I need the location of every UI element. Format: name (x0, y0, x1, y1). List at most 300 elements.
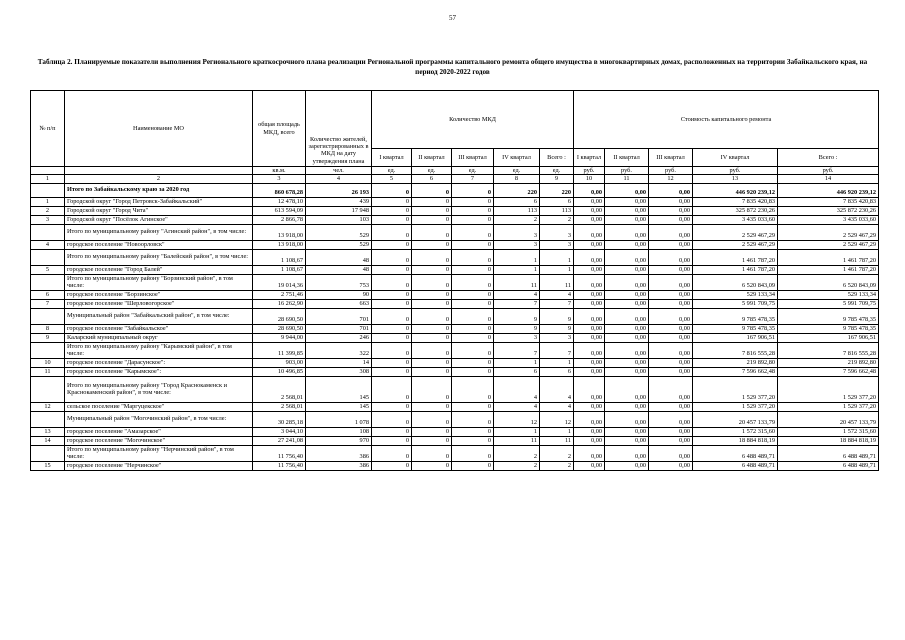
municipality-name: Итого по муниципальному району "Карымский район", в том числе: (65, 342, 253, 358)
mkd-total: 3 (540, 333, 574, 342)
cost-total: 2 529 467,29 (778, 240, 879, 249)
table-row (31, 274, 879, 290)
header-unit: чел. (306, 167, 372, 175)
cost-q4: 2 529 467,29 (693, 240, 778, 249)
mkd-total: 9 (540, 324, 574, 333)
cost-q4: 7 835 420,83 (693, 197, 778, 206)
cost-q1: 0,00 (574, 461, 605, 470)
cost-q1: 0,00 (574, 342, 605, 358)
area-value: 1 108,67 (253, 265, 306, 274)
mkd-q4: 2 (494, 461, 540, 470)
row-number (31, 342, 65, 358)
table-row (31, 342, 879, 358)
row-number (31, 224, 65, 240)
cost-q2: 0,00 (605, 274, 649, 290)
cost-q3: 0,00 (649, 445, 693, 461)
cost-total: 325 872 230,26 (778, 206, 879, 215)
cost-q3: 0,00 (649, 367, 693, 376)
cost-q2: 0,00 (605, 249, 649, 265)
cost-total: 1 461 787,20 (778, 265, 879, 274)
mkd-q3: 0 (452, 367, 494, 376)
header-colnum: 12 (649, 175, 693, 183)
cost-q3: 0,00 (649, 427, 693, 436)
mkd-q2: 0 (412, 358, 452, 367)
cost-q3: 0,00 (649, 376, 693, 402)
cost-q1: 0,00 (574, 206, 605, 215)
mkd-q4: 1 (494, 265, 540, 274)
cost-total: 6 520 843,09 (778, 274, 879, 290)
mkd-q4: 4 (494, 402, 540, 411)
cost-q3: 0,00 (649, 249, 693, 265)
mkd-q1: 0 (372, 427, 412, 436)
municipality-name: Городской округ "Посёлок Агинское" (65, 215, 253, 224)
cost-q4: 1 529 377,20 (693, 402, 778, 411)
cost-q2: 0,00 (605, 333, 649, 342)
residents-value: 439 (306, 197, 372, 206)
cost-q1: 0,00 (574, 402, 605, 411)
mkd-q1: 0 (372, 333, 412, 342)
cost-q2: 0,00 (605, 290, 649, 299)
cost-q4: 446 920 239,12 (693, 183, 778, 197)
municipality-name: Городской округ "Город Чита" (65, 206, 253, 215)
mkd-q1: 0 (372, 249, 412, 265)
header-quarter: I квартал (574, 149, 605, 167)
mkd-q3: 0 (452, 274, 494, 290)
area-value: 2 568,01 (253, 402, 306, 411)
table-row (31, 249, 879, 265)
mkd-total: 12 (540, 411, 574, 427)
cost-q1: 0,00 (574, 411, 605, 427)
municipality-name: городское поселение "Дарасунское": (65, 358, 253, 367)
header-area: общая площадь МКД, всего (253, 91, 306, 167)
cost-q4: 6 520 843,09 (693, 274, 778, 290)
table-row (31, 445, 879, 461)
header-quarter: II квартал (605, 149, 649, 167)
cost-q2: 0,00 (605, 436, 649, 445)
municipality-name: городское поселение "Борзинское" (65, 290, 253, 299)
mkd-q4: 113 (494, 206, 540, 215)
cost-q1: 0,00 (574, 445, 605, 461)
area-value: 2 751,46 (253, 290, 306, 299)
cost-q4: 9 785 478,35 (693, 324, 778, 333)
mkd-total: 1 (540, 265, 574, 274)
table-row (31, 411, 879, 427)
mkd-q1: 0 (372, 358, 412, 367)
residents-value: 701 (306, 308, 372, 324)
mkd-q4: 1 (494, 427, 540, 436)
cost-q1: 0,00 (574, 367, 605, 376)
header-unit: руб. (574, 167, 605, 175)
mkd-q1: 0 (372, 215, 412, 224)
mkd-total: 2 (540, 445, 574, 461)
mkd-q3: 0 (452, 240, 494, 249)
cost-total: 3 435 033,60 (778, 215, 879, 224)
header-colnum: 3 (253, 175, 306, 183)
cost-q1: 0,00 (574, 436, 605, 445)
table-row (31, 215, 879, 224)
header-unit: руб. (605, 167, 649, 175)
residents-value: 386 (306, 445, 372, 461)
cost-q3: 0,00 (649, 274, 693, 290)
header-unit: руб. (693, 167, 778, 175)
residents-value: 145 (306, 402, 372, 411)
mkd-q2: 0 (412, 206, 452, 215)
row-number: 7 (31, 299, 65, 308)
mkd-total: 7 (540, 299, 574, 308)
row-number: 5 (31, 265, 65, 274)
cost-q3: 0,00 (649, 358, 693, 367)
mkd-q2: 0 (412, 367, 452, 376)
cost-q1: 0,00 (574, 333, 605, 342)
area-value: 613 594,09 (253, 206, 306, 215)
area-value: 11 756,40 (253, 461, 306, 470)
mkd-q2: 0 (412, 436, 452, 445)
municipality-name: Муниципальный район "Забайкальский район", в том числе: (65, 308, 253, 324)
mkd-q4: 6 (494, 197, 540, 206)
cost-q2: 0,00 (605, 461, 649, 470)
municipality-name: городское поселение "Забайкальское" (65, 324, 253, 333)
cost-q4: 219 892,80 (693, 358, 778, 367)
residents-value: 14 (306, 358, 372, 367)
header-num: № п/п (31, 91, 65, 167)
mkd-q1: 0 (372, 411, 412, 427)
cost-total: 529 133,34 (778, 290, 879, 299)
table-row (31, 265, 879, 274)
cost-q4: 20 457 133,79 (693, 411, 778, 427)
table-header (31, 91, 879, 184)
municipality-name: городское поселение "Шерловогорское" (65, 299, 253, 308)
header-colnum: 2 (65, 175, 253, 183)
mkd-q4: 6 (494, 367, 540, 376)
mkd-q4: 1 (494, 249, 540, 265)
cost-q2: 0,00 (605, 427, 649, 436)
mkd-q3: 0 (452, 376, 494, 402)
header-colnum: 8 (494, 175, 540, 183)
municipality-name: городское поселение "Город Балей" (65, 265, 253, 274)
row-number (31, 183, 65, 197)
cost-q2: 0,00 (605, 367, 649, 376)
table-row (31, 367, 879, 376)
mkd-total: 3 (540, 240, 574, 249)
residents-value: 48 (306, 249, 372, 265)
mkd-total: 6 (540, 197, 574, 206)
mkd-q1: 0 (372, 436, 412, 445)
cost-q4: 1 461 787,20 (693, 249, 778, 265)
area-value: 27 241,08 (253, 436, 306, 445)
cost-total: 219 892,80 (778, 358, 879, 367)
mkd-q1: 0 (372, 342, 412, 358)
mkd-q1: 0 (372, 445, 412, 461)
cost-q4: 1 529 377,20 (693, 376, 778, 402)
header-units-row (31, 167, 879, 175)
header-total: Всего : (778, 149, 879, 167)
mkd-q4: 3 (494, 240, 540, 249)
row-number: 9 (31, 333, 65, 342)
cost-q2: 0,00 (605, 224, 649, 240)
cost-total: 5 991 709,75 (778, 299, 879, 308)
municipality-name: Итого по Забайкальскому краю за 2020 год (65, 183, 253, 197)
mkd-q2: 0 (412, 215, 452, 224)
header-unit: ед. (540, 167, 574, 175)
municipality-name: городское поселение "Карымское": (65, 367, 253, 376)
table-row (31, 197, 879, 206)
mkd-q4: 7 (494, 342, 540, 358)
cost-q2: 0,00 (605, 215, 649, 224)
table-row (31, 376, 879, 402)
cost-q2: 0,00 (605, 240, 649, 249)
mkd-q1: 0 (372, 367, 412, 376)
cost-q2: 0,00 (605, 265, 649, 274)
table-row (31, 427, 879, 436)
table-row (31, 333, 879, 342)
cost-total: 7 596 662,48 (778, 367, 879, 376)
mkd-q1: 0 (372, 206, 412, 215)
area-value: 860 678,28 (253, 183, 306, 197)
row-number (31, 445, 65, 461)
header-colnum: 11 (605, 175, 649, 183)
mkd-total: 4 (540, 402, 574, 411)
residents-value: 90 (306, 290, 372, 299)
mkd-q4: 9 (494, 308, 540, 324)
mkd-q3: 0 (452, 324, 494, 333)
area-value: 28 690,50 (253, 308, 306, 324)
cost-q2: 0,00 (605, 402, 649, 411)
residents-value: 103 (306, 215, 372, 224)
cost-q3: 0,00 (649, 183, 693, 197)
header-name: Наименование МО (65, 91, 253, 167)
row-number: 14 (31, 436, 65, 445)
header-unit: ед. (452, 167, 494, 175)
mkd-q2: 0 (412, 324, 452, 333)
municipality-name: Итого по муниципальному району "Город Краснокаменск и Краснокаменский район", в том числе: (65, 376, 253, 402)
row-number: 12 (31, 402, 65, 411)
mkd-q2: 0 (412, 224, 452, 240)
header-unit: руб. (649, 167, 693, 175)
mkd-q4: 3 (494, 333, 540, 342)
cost-q3: 0,00 (649, 206, 693, 215)
residents-value: 48 (306, 265, 372, 274)
residents-value: 970 (306, 436, 372, 445)
mkd-q4: 11 (494, 274, 540, 290)
area-value: 3 044,10 (253, 427, 306, 436)
header-colnum: 1 (31, 175, 65, 183)
mkd-q2: 0 (412, 445, 452, 461)
cost-q2: 0,00 (605, 358, 649, 367)
mkd-q2: 0 (412, 333, 452, 342)
mkd-q3: 0 (452, 299, 494, 308)
cost-total: 167 906,51 (778, 333, 879, 342)
area-value: 30 285,18 (253, 411, 306, 427)
cost-q1: 0,00 (574, 299, 605, 308)
header-quarter: I квартал (372, 149, 412, 167)
area-value: 2 568,01 (253, 376, 306, 402)
area-value: 11 399,85 (253, 342, 306, 358)
cost-q4: 7 596 662,48 (693, 367, 778, 376)
header-cost: Стоимость капитального ремонта (574, 91, 879, 149)
cost-q2: 0,00 (605, 342, 649, 358)
cost-total: 1 529 377,20 (778, 402, 879, 411)
mkd-total: 220 (540, 183, 574, 197)
cost-total: 7 816 555,28 (778, 342, 879, 358)
municipality-name: сельское поселение "Маргуцекское" (65, 402, 253, 411)
residents-value: 26 193 (306, 183, 372, 197)
cost-q2: 0,00 (605, 376, 649, 402)
row-number (31, 411, 65, 427)
cost-q3: 0,00 (649, 333, 693, 342)
cost-q1: 0,00 (574, 324, 605, 333)
cost-q2: 0,00 (605, 197, 649, 206)
row-number (31, 308, 65, 324)
header-quarter: III квартал (452, 149, 494, 167)
municipality-name: Городской округ "Город Петровск-Забайкальский" (65, 197, 253, 206)
mkd-q3: 0 (452, 206, 494, 215)
cost-q4: 6 488 489,71 (693, 445, 778, 461)
mkd-q1: 0 (372, 224, 412, 240)
mkd-total: 11 (540, 436, 574, 445)
cost-total: 1 529 377,20 (778, 376, 879, 402)
cost-q1: 0,00 (574, 427, 605, 436)
table-row (31, 224, 879, 240)
header-quarter: IV квартал (494, 149, 540, 167)
cost-q2: 0,00 (605, 308, 649, 324)
area-value: 10 496,85 (253, 367, 306, 376)
mkd-q2: 0 (412, 376, 452, 402)
header-total: Всего : (540, 149, 574, 167)
mkd-q3: 0 (452, 358, 494, 367)
cost-q2: 0,00 (605, 299, 649, 308)
row-number (31, 249, 65, 265)
mkd-q4: 2 (494, 215, 540, 224)
cost-total: 6 488 489,71 (778, 445, 879, 461)
cost-q1: 0,00 (574, 376, 605, 402)
cost-q1: 0,00 (574, 240, 605, 249)
cost-q3: 0,00 (649, 265, 693, 274)
cost-q1: 0,00 (574, 308, 605, 324)
cost-q1: 0,00 (574, 249, 605, 265)
mkd-q2: 0 (412, 240, 452, 249)
mkd-q3: 0 (452, 183, 494, 197)
mkd-q2: 0 (412, 265, 452, 274)
mkd-q4: 11 (494, 436, 540, 445)
cost-q4: 18 884 818,19 (693, 436, 778, 445)
mkd-q2: 0 (412, 299, 452, 308)
cost-q3: 0,00 (649, 215, 693, 224)
municipality-name: Итого по муниципальному району "Нерчинский район", в том числе: (65, 445, 253, 461)
mkd-q3: 0 (452, 308, 494, 324)
row-number: 8 (31, 324, 65, 333)
row-number (31, 274, 65, 290)
cost-q3: 0,00 (649, 197, 693, 206)
cost-q1: 0,00 (574, 197, 605, 206)
cost-total: 18 884 818,19 (778, 436, 879, 445)
mkd-q4: 2 (494, 445, 540, 461)
mkd-q1: 0 (372, 240, 412, 249)
area-value: 16 262,90 (253, 299, 306, 308)
mkd-q3: 0 (452, 265, 494, 274)
header-colnum: 10 (574, 175, 605, 183)
mkd-q3: 0 (452, 290, 494, 299)
row-number: 3 (31, 215, 65, 224)
mkd-q2: 0 (412, 411, 452, 427)
cost-q4: 325 872 230,26 (693, 206, 778, 215)
cost-q4: 529 133,34 (693, 290, 778, 299)
mkd-q1: 0 (372, 183, 412, 197)
municipality-name: Каларский муниципальный округ (65, 333, 253, 342)
area-value: 13 918,00 (253, 240, 306, 249)
cost-total: 9 785 478,35 (778, 308, 879, 324)
cost-q3: 0,00 (649, 342, 693, 358)
row-number: 2 (31, 206, 65, 215)
table-row (31, 290, 879, 299)
cost-q3: 0,00 (649, 299, 693, 308)
page-number: 57 (449, 14, 456, 22)
mkd-q1: 0 (372, 376, 412, 402)
header-unit: ед. (494, 167, 540, 175)
mkd-total: 113 (540, 206, 574, 215)
mkd-q3: 0 (452, 224, 494, 240)
cost-q2: 0,00 (605, 206, 649, 215)
residents-value: 529 (306, 240, 372, 249)
cost-q3: 0,00 (649, 308, 693, 324)
cost-q4: 2 529 467,29 (693, 224, 778, 240)
header-unit: кв.м. (253, 167, 306, 175)
mkd-q4: 3 (494, 224, 540, 240)
mkd-q3: 0 (452, 197, 494, 206)
mkd-q3: 0 (452, 342, 494, 358)
header-residents: Количество жителей, зарегистрированных в МКД на дату утверждения плана (306, 91, 372, 167)
cost-total: 446 920 239,12 (778, 183, 879, 197)
cost-total: 9 785 478,35 (778, 324, 879, 333)
mkd-q2: 0 (412, 249, 452, 265)
mkd-total: 9 (540, 308, 574, 324)
mkd-q2: 0 (412, 342, 452, 358)
mkd-q2: 0 (412, 402, 452, 411)
area-value: 13 918,00 (253, 224, 306, 240)
row-number: 1 (31, 197, 65, 206)
header-colnum: 13 (693, 175, 778, 183)
table-body (31, 183, 879, 470)
mkd-total: 2 (540, 461, 574, 470)
mkd-q3: 0 (452, 461, 494, 470)
municipality-name: Муниципальный район "Могочинский район", в том числе: (65, 411, 253, 427)
cost-q1: 0,00 (574, 215, 605, 224)
municipality-name: городское поселение "Амазарское" (65, 427, 253, 436)
row-number (31, 376, 65, 402)
mkd-q1: 0 (372, 274, 412, 290)
cost-q3: 0,00 (649, 411, 693, 427)
municipality-name: Итого по муниципальному району "Балейский район", в том числе: (65, 249, 253, 265)
mkd-total: 1 (540, 427, 574, 436)
mkd-q1: 0 (372, 324, 412, 333)
table-row (31, 436, 879, 445)
table-row (31, 240, 879, 249)
mkd-q1: 0 (372, 197, 412, 206)
cost-q4: 1 572 315,60 (693, 427, 778, 436)
mkd-q2: 0 (412, 197, 452, 206)
area-value: 903,00 (253, 358, 306, 367)
header-colnum: 4 (306, 175, 372, 183)
header-unit: руб. (778, 167, 879, 175)
mkd-q1: 0 (372, 461, 412, 470)
row-number: 15 (31, 461, 65, 470)
cost-q3: 0,00 (649, 324, 693, 333)
cost-q3: 0,00 (649, 436, 693, 445)
municipality-name: Итого по муниципальному району "Агинский район", в том числе: (65, 224, 253, 240)
mkd-total: 7 (540, 342, 574, 358)
mkd-total: 2 (540, 215, 574, 224)
row-number: 4 (31, 240, 65, 249)
cost-q4: 3 435 033,60 (693, 215, 778, 224)
